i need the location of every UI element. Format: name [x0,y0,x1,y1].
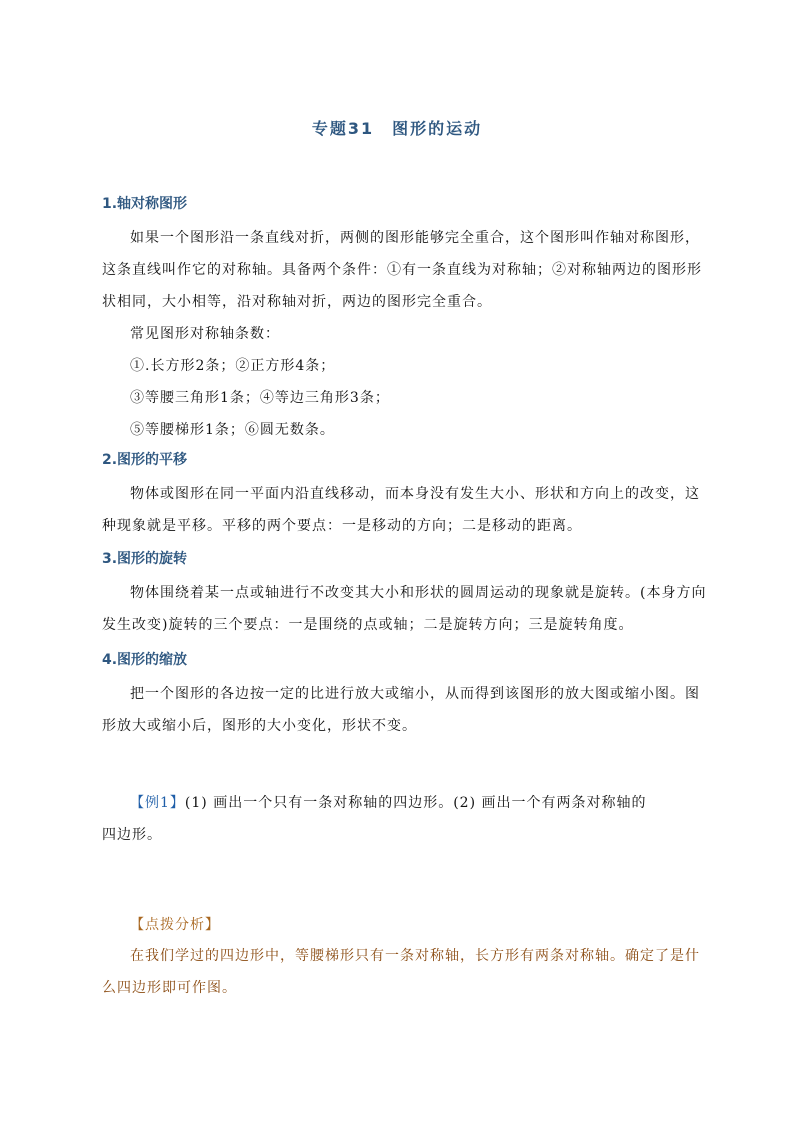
text-line: ①.长方形2条；②正方形4条； [130,358,336,374]
analysis-block [102,914,718,1004]
text-line: 状相同，大小相等，沿对称轴对折，两边的图形完全重合。 [102,294,492,310]
section-scaling [102,650,718,742]
analysis-line: 在我们学过的四边形中，等腰梯形只有一条对称轴，长方形有两条对称轴。确定了是什 [130,948,700,964]
example-line: 四边形。 [102,827,162,843]
text-line: 把一个图形的各边按一定的比进行放大或缩小，从而得到该图形的放大图或缩小图。图 [130,686,700,702]
text-line: 发生改变)旋转的三个要点：一是围绕的点或轴；二是旋转方向；三是旋转角度。 [102,617,634,633]
example-text: (1) 画出一个只有一条对称轴的四边形。(2) 画出一个有两条对称轴的 [184,795,647,811]
example-line [102,787,718,819]
section-rotation [102,549,718,641]
section-heading: 4.图形的缩放 [102,652,188,668]
section-axis-symmetry [102,194,718,446]
text-line: 常见图形对称轴条数： [130,326,280,342]
text-line: ③等腰三角形1条；④等边三角形3条； [130,390,390,406]
text-line: 形放大或缩小后，图形的大小变化，形状不变。 [102,718,417,734]
page-title: 专题31 图形的运动 [311,119,483,138]
text-line: 物体围绕着某一点或轴进行不改变其大小和形状的圆周运动的现象就是旋转。(本身方向 [130,585,707,601]
text-line: ⑤等腰梯形1条；⑥圆无数条。 [130,422,335,438]
text-line: 种现象就是平移。平移的两个要点：一是移动的方向；二是移动的距离。 [102,518,582,534]
text-line: 这条直线叫作它的对称轴。具备两个条件：①有一条直线为对称轴；②对称轴两边的图形形 [102,262,702,278]
section-heading: 3.图形的旋转 [102,551,188,567]
analysis-line: 么四边形即可作图。 [102,980,237,996]
section-translation [102,450,718,542]
text-line: 如果一个图形沿一条直线对折，两侧的图形能够完全重合，这个图形叫作轴对称图形， [130,230,700,246]
section-heading: 1.轴对称图形 [102,196,188,212]
example-block [102,787,718,851]
text-line: 物体或图形在同一平面内沿直线移动，而本身没有发生大小、形状和方向上的改变，这 [130,486,700,502]
example-tag: 【例1】 [130,795,185,811]
section-heading: 2.图形的平移 [102,452,188,468]
analysis-title: 【点拨分析】 [130,917,220,933]
